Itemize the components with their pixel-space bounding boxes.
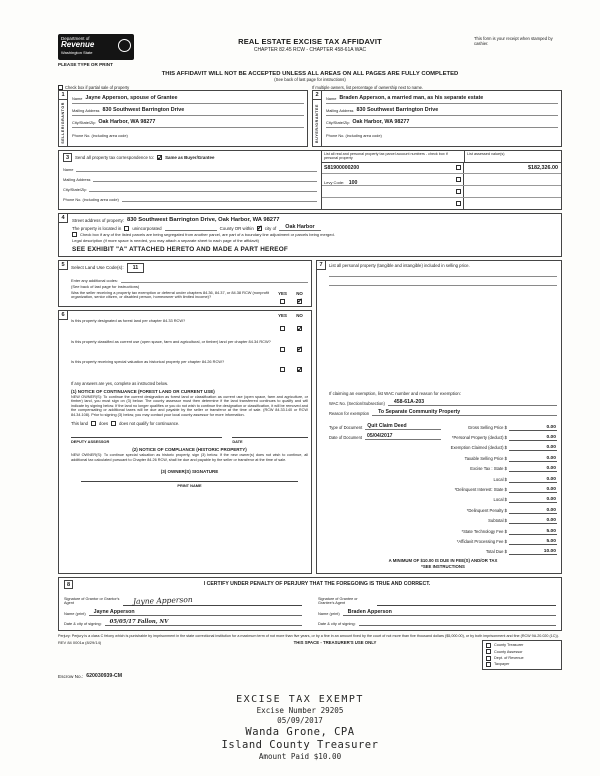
buyer-address-value: 830 Southwest Barrington Drive bbox=[356, 107, 439, 114]
corr-address-field bbox=[93, 175, 317, 182]
seller-name-value: Jayne Apperson, spouse of Grantee bbox=[85, 95, 178, 102]
section-4-number: 4 bbox=[59, 214, 68, 223]
fee-value: 5.00 bbox=[509, 529, 557, 535]
fee-label: *State Technology Fee $ bbox=[461, 528, 507, 534]
fee-value: 0.00 bbox=[509, 497, 557, 503]
assessed-value-4 bbox=[464, 198, 561, 209]
designation-section bbox=[58, 310, 312, 574]
wac-number-label: WAC No. (Section/Subsection) bbox=[329, 401, 385, 407]
form-title: REAL ESTATE EXCISE TAX AFFIDAVIT bbox=[238, 37, 382, 46]
buyer-name-value: Braden Apperson, a married man, as his separate estate bbox=[339, 95, 484, 102]
form-chapter: CHAPTER 82.45 RCW - CHAPTER 458-61A WAC bbox=[253, 47, 367, 53]
fee-value: 0.00 bbox=[509, 435, 557, 441]
multiple-owners-note-text: If multiple owners, list percentage of ownership next to name. bbox=[312, 85, 424, 90]
this-land-label: This land bbox=[71, 421, 88, 427]
corr-phone-label: Phone No. (including area code) bbox=[63, 197, 119, 202]
same-as-buyer-label: Same as Buyer/Grantee bbox=[165, 155, 215, 160]
taxpayer-checkbox[interactable] bbox=[486, 662, 491, 667]
doc-date-label: Date of Document bbox=[329, 435, 362, 441]
forest-land-question: Is this property designated as forest land per chapter 84.33 RCW? bbox=[71, 318, 186, 323]
fee-row bbox=[329, 503, 557, 513]
unincorporated-checkbox[interactable] bbox=[124, 226, 129, 231]
corr-name-label: Name bbox=[63, 167, 74, 172]
grantee-date-city-label: Date & city of signing: bbox=[318, 620, 356, 626]
certification-section bbox=[58, 577, 562, 631]
city-of-label: city of bbox=[264, 225, 277, 231]
claim-exemption-label: If claiming an exemption, list WAC number and reason for exemption: bbox=[329, 391, 461, 397]
dept-of-revenue-checkbox[interactable] bbox=[486, 656, 491, 661]
deferral-yes-checkbox[interactable] bbox=[280, 299, 285, 304]
fee-value: 5.00 bbox=[509, 539, 557, 545]
perjury-statement: Perjury: Perjury is a class C felony which is punishable by imprisonment in the state correctional institution for a maximum term of not more than five years, or by a fine in an amount fixed by the court of not more than five thousand dollars ($5,000.00), or by both imprisonment and fine (RCW 9A.20.020 (1C)). bbox=[58, 633, 559, 638]
street-address-label: Street address of property: bbox=[72, 217, 124, 223]
yes-header-s6: YES bbox=[278, 312, 287, 318]
section-8-number: 8 bbox=[64, 580, 73, 589]
fee-row bbox=[329, 535, 557, 545]
fee-row bbox=[329, 462, 557, 472]
buyer-side-strip bbox=[313, 100, 322, 146]
levy-code-value: 100 bbox=[348, 179, 358, 186]
does-not-checkbox[interactable] bbox=[111, 421, 116, 426]
seller-phone-label: Phone No. (including area code) bbox=[72, 133, 128, 138]
form-revision-number: REV 84 0001a (8/29/14) bbox=[58, 640, 102, 646]
form-header bbox=[58, 34, 562, 67]
personal-property-checkbox-3[interactable] bbox=[456, 189, 461, 194]
fee-row bbox=[329, 472, 557, 482]
assessed-value-1: $182,326.00 bbox=[528, 164, 558, 171]
fee-value: 10.00 bbox=[509, 549, 557, 555]
distribution-copies-box bbox=[482, 640, 562, 670]
segregated-note: Check box if any of the listed parcels are being segregated from another parcel, are part of a boundary line adjustment or parcels being merged. bbox=[80, 231, 335, 237]
section-2-number: 2 bbox=[313, 91, 322, 100]
fee-label: *Delinquent Interest: State $ bbox=[454, 487, 507, 492]
dept-of-revenue-logo bbox=[58, 34, 146, 67]
escrow-number-label: Escrow No.: bbox=[58, 673, 84, 679]
does-not-label: does not qualify for continuance. bbox=[119, 421, 180, 427]
personal-property-label: List all personal property (tangible and intangible) included in selling price. bbox=[329, 262, 470, 268]
grantee-signature-block bbox=[318, 593, 556, 626]
stamp-date: 05/09/2017 bbox=[277, 716, 323, 725]
fee-value: 0.00 bbox=[509, 518, 557, 524]
corr-citystatezip-label: City/State/Zip bbox=[63, 187, 87, 192]
dept-of-revenue-label: Dept. of Revenue bbox=[494, 656, 524, 661]
grantee-date-city-value bbox=[359, 619, 556, 626]
grantor-signature-value: Jayne Apperson bbox=[132, 594, 193, 606]
doc-type-label: Type of Document bbox=[329, 425, 363, 431]
additional-codes-label: Enter any additional codes: bbox=[71, 277, 118, 283]
grantor-date-city-label: Date & city of signing: bbox=[64, 620, 102, 626]
grantee-name-print-value: Braden Apperson bbox=[343, 609, 556, 616]
exemption-deferral-question: Was the seller receiving a property tax exemption or deferral under chapters 84.36, 84.37, or 84.38 RCW (nonprofit organization, senior citizen, or disabled person, homeowner with limited income)? bbox=[71, 289, 269, 300]
escrow-number-value: 620030939-CM bbox=[86, 672, 123, 679]
minimum-due-note: A MINIMUM OF $10.00 IS DUE IN FEE(S) AND/OR TAX bbox=[388, 558, 498, 564]
county-assessor-label: County Assessor bbox=[494, 649, 523, 654]
seller-address-value: 830 Southwest Barrington Drive bbox=[102, 107, 185, 114]
stamp-treasurer-name: Wanda Grone, CPA bbox=[245, 726, 355, 738]
parcel-numbers-header: List all real and personal property tax parcel account numbers - check box if personal property bbox=[322, 151, 465, 162]
grantor-name-print-label: Name (print) bbox=[64, 610, 86, 616]
assessed-value-2 bbox=[464, 174, 561, 185]
reason-exemption-value: To Separate Community Property bbox=[372, 409, 557, 416]
owners-signature-line bbox=[81, 474, 298, 482]
treasurer-use-only-label: THIS SPACE - TREASURER'S USE ONLY bbox=[293, 640, 377, 646]
dept-of-revenue-logo-box bbox=[58, 34, 134, 60]
current-use-no-checkbox[interactable] bbox=[297, 347, 302, 352]
notice-continuance-body: NEW OWNER(S): To continue the current designation as forest land or classification as current use (open space, farm and agriculture, or timber) land, you must sign on (3) below. The county assessor must then determine if the land transferred continues to qualify and will indicate by signing below. If the land no longer qualifies or you do not wish to continue the designation or classification, it will be removed and the compensating or additional taxes will be due and payable by the seller or transferor at the time of sale. (RCW 84.33.140 or RCW 84.34.108). Prior to signing (3) below, you may contact your local county assessor for more information. bbox=[71, 395, 308, 417]
legal-description-label: Legal description (if more space is needed, you may attach a separate sheet to each page of the affidavit) bbox=[72, 237, 259, 243]
stamp-amount-paid: Amount Paid $10.00 bbox=[258, 752, 342, 761]
grantor-signature-block bbox=[64, 593, 302, 626]
unincorporated-label: unincorporated bbox=[132, 225, 162, 231]
land-use-section bbox=[58, 260, 312, 307]
segregated-checkbox[interactable] bbox=[72, 232, 77, 237]
deferral-no-checkbox[interactable] bbox=[297, 299, 302, 304]
section-5-number: 5 bbox=[59, 261, 68, 270]
assessed-value-3 bbox=[464, 186, 561, 197]
print-name-label: PRINT NAME bbox=[177, 483, 202, 489]
certify-statement: I CERTIFY UNDER PENALTY OF PERJURY THAT THE FOREGOING IS TRUE AND CORRECT. bbox=[203, 581, 431, 587]
city-value: Oak Harbor bbox=[279, 224, 320, 231]
partial-sale-note-text: Check box if partial sale of property bbox=[65, 85, 130, 90]
no-header-s6: NO bbox=[296, 312, 303, 318]
seller-name-label: Name bbox=[72, 96, 83, 101]
fee-row bbox=[329, 493, 557, 503]
buyer-phone-label: Phone No. (including area code) bbox=[326, 133, 382, 138]
legal-description-value: SEE EXHIBIT "A" ATTACHED HERETO AND MADE A PART HEREOF bbox=[72, 245, 289, 253]
section-3-number: 3 bbox=[63, 153, 72, 162]
personal-property-field-2 bbox=[329, 277, 557, 286]
county-or-within-label: County OR within bbox=[219, 225, 254, 231]
current-use-question: Is this property classified as current use (open space, farm and agricultural, or timber) land per chapter 84.34 RCW? bbox=[71, 338, 271, 344]
fee-row bbox=[329, 545, 557, 555]
located-in-label: The property is located in bbox=[72, 225, 122, 231]
no-header-s5: NO bbox=[296, 290, 303, 296]
doc-type-value: Quit Claim Deed bbox=[365, 423, 441, 430]
city-checkbox[interactable] bbox=[257, 226, 262, 231]
fee-label: Exemption Claimed (deduct) $ bbox=[450, 445, 507, 451]
additional-codes-field bbox=[121, 276, 308, 283]
fee-row bbox=[329, 441, 557, 451]
fee-label: Taxable Selling Price $ bbox=[464, 455, 507, 461]
stamp-exempt-line: EXCISE TAX EXEMPT bbox=[236, 694, 364, 705]
logo-state-line: Washington State bbox=[61, 50, 93, 55]
yes-header-s5: YES bbox=[278, 290, 287, 296]
section-7-number: 7 bbox=[317, 261, 326, 270]
send-correspondence-label: Send all property tax correspondence to: bbox=[75, 155, 155, 160]
historic-no-checkbox[interactable] bbox=[297, 367, 302, 372]
fee-label: Total Due $ bbox=[485, 549, 507, 555]
current-use-yes-checkbox[interactable] bbox=[280, 347, 285, 352]
wac-number-value: 458-61A-203 bbox=[388, 399, 557, 406]
corr-citystatezip-field bbox=[89, 185, 317, 192]
notice-compliance-body: NEW OWNER(S): To continue special valuation as historic property, sign (3) below. If the new owner(s) does not wish to continue, all additional tax calculated pursuant to Chapter 84.26 RCW, shall be due and payable by the seller or transferor at the time of sale. bbox=[71, 453, 308, 462]
grantor-name-print-value: Jayne Apperson bbox=[89, 609, 302, 616]
correspondence-section bbox=[58, 150, 562, 210]
forest-no-checkbox[interactable] bbox=[297, 326, 302, 331]
deputy-assessor-line: DEPUTY ASSESSOR bbox=[71, 437, 222, 444]
corr-address-label: Mailing Address bbox=[63, 177, 91, 182]
personal-property-checkbox-2[interactable] bbox=[456, 177, 461, 182]
fee-label: Gross Selling Price $ bbox=[467, 424, 507, 430]
same-as-buyer-checkbox[interactable] bbox=[157, 155, 162, 160]
land-use-code-value: 11 bbox=[127, 263, 145, 273]
buyer-section bbox=[312, 90, 562, 147]
doc-date-value: 05/04/2017 bbox=[365, 433, 441, 440]
grantee-name-print-label: Name (print) bbox=[318, 610, 340, 616]
buyer-side-label: BUYER/GRANTEE bbox=[315, 103, 319, 143]
historic-question: Is this property receiving special valuation as historical property per chapter 84.26 RCW? bbox=[71, 359, 225, 364]
parcel-number-value: S81900000200 bbox=[324, 164, 360, 171]
seller-citystatezip-value: Oak Harbor, WA 98277 bbox=[98, 119, 156, 126]
taxpayer-label: Taxpayer bbox=[494, 662, 510, 667]
buyer-address-label: Mailing Address bbox=[326, 108, 354, 113]
notice-compliance-title: (2) NOTICE OF COMPLIANCE (HISTORIC PROPERTY) bbox=[132, 447, 247, 453]
personal-property-checkbox-1[interactable] bbox=[456, 165, 461, 170]
property-address-section bbox=[58, 213, 562, 257]
seller-section bbox=[58, 90, 308, 147]
assessed-values-header: List assessed value(s) bbox=[467, 152, 505, 156]
grantor-signature-line bbox=[123, 593, 302, 606]
completion-warning-sub: (See back of last page for instructions) bbox=[274, 77, 346, 82]
seller-side-strip bbox=[59, 100, 68, 146]
fee-label: *Affidavit Processing Fee $ bbox=[456, 538, 507, 544]
seller-address-label: Mailing Address bbox=[72, 108, 100, 113]
fee-value: 0.00 bbox=[509, 425, 557, 431]
fee-label: Local $ bbox=[493, 476, 507, 482]
if-yes-note: If any answers are yes, complete as instructed below. bbox=[71, 381, 168, 386]
stamp-excise-number: Excise Number 29205 bbox=[256, 706, 344, 715]
does-label: does bbox=[99, 421, 109, 427]
fee-label: Subtotal $ bbox=[488, 518, 507, 524]
forest-yes-checkbox[interactable] bbox=[280, 326, 285, 331]
personal-property-checkbox-4[interactable] bbox=[456, 201, 461, 206]
fee-row bbox=[329, 483, 557, 493]
county-field bbox=[165, 225, 217, 231]
fee-value: 0.00 bbox=[509, 477, 557, 483]
fee-value: 0.00 bbox=[509, 445, 557, 451]
fee-value: 0.00 bbox=[509, 466, 557, 472]
grantor-date-city-value: 05/05/17 Fallon, NV bbox=[105, 619, 302, 626]
grantee-signature-label: Signature of Grantee or Grantee's Agent bbox=[318, 596, 358, 606]
see-instructions-note: *SEE INSTRUCTIONS bbox=[421, 563, 465, 569]
grantee-signature-line bbox=[377, 593, 556, 606]
reason-exemption-label: Reason for exemption bbox=[329, 411, 370, 417]
fee-label: *Personal Property (deduct) $ bbox=[451, 435, 507, 441]
logo-revenue-line: Revenue bbox=[61, 40, 95, 49]
buyer-citystatezip-label: City/State/Zip bbox=[326, 120, 350, 125]
county-treasurer-label: County Treasurer bbox=[494, 643, 524, 648]
section-6-number: 6 bbox=[59, 311, 68, 320]
street-address-value: 830 Southwest Barrington Drive, Oak Harbor, WA 98277 bbox=[126, 216, 280, 223]
buyer-citystatezip-value: Oak Harbor, WA 98277 bbox=[352, 119, 410, 126]
fee-row bbox=[329, 524, 557, 534]
fee-value: 0.00 bbox=[509, 487, 557, 493]
fee-label: Local $ bbox=[493, 497, 507, 503]
grantor-signature-label: Signature of Grantor or Grantor's Agent bbox=[64, 596, 120, 606]
logo-dept-line: Department of bbox=[61, 36, 90, 41]
fee-value: 0.00 bbox=[509, 508, 557, 514]
stamp-treasurer-title: Island County Treasurer bbox=[221, 739, 379, 751]
does-checkbox[interactable] bbox=[91, 421, 96, 426]
seller-side-label: SELLER/GRANTOR bbox=[61, 102, 65, 144]
state-seal-icon bbox=[118, 39, 131, 52]
receipt-note: This form is your receipt when stamped by cashier. bbox=[474, 36, 553, 47]
fee-value: 0.00 bbox=[509, 456, 557, 462]
personal-property-field-1 bbox=[329, 268, 557, 277]
county-treasurer-checkbox[interactable] bbox=[486, 643, 491, 648]
see-back-note: (See back of last page for instructions) bbox=[71, 283, 140, 289]
section-1-number: 1 bbox=[59, 91, 68, 100]
land-use-code-label: Select Land Use Code(s): bbox=[71, 265, 124, 270]
completion-warning: THIS AFFIDAVIT WILL NOT BE ACCEPTED UNLESS ALL AREAS ON ALL PAGES ARE FULLY COMPLETED bbox=[161, 71, 459, 77]
county-assessor-checkbox[interactable] bbox=[486, 649, 491, 654]
excise-tax-stamp bbox=[0, 694, 600, 761]
exemption-section bbox=[316, 260, 562, 574]
fee-row bbox=[329, 514, 557, 524]
fee-label: *Delinquent Penalty $ bbox=[466, 507, 507, 513]
buyer-name-label: Name bbox=[326, 96, 337, 101]
corr-phone-field bbox=[122, 195, 317, 202]
historic-yes-checkbox[interactable] bbox=[280, 367, 285, 372]
owners-signature-title: (3) OWNER(S) SIGNATURE bbox=[160, 469, 219, 475]
type-or-print-note: PLEASE TYPE OR PRINT bbox=[58, 62, 113, 67]
fee-row bbox=[329, 451, 557, 461]
levy-code-label: Levy Code: bbox=[324, 179, 345, 185]
parcel-table bbox=[321, 151, 561, 209]
fee-label: Excise Tax : State $ bbox=[470, 466, 507, 472]
corr-name-field bbox=[76, 165, 317, 172]
deputy-date-line: DATE bbox=[232, 437, 308, 444]
fees-table bbox=[329, 420, 557, 555]
seller-citystatezip-label: City/State/Zip bbox=[72, 120, 96, 125]
notice-continuance-title: (1) NOTICE OF CONTINUANCE (FOREST LAND OR CURRENT USE) bbox=[71, 389, 215, 394]
